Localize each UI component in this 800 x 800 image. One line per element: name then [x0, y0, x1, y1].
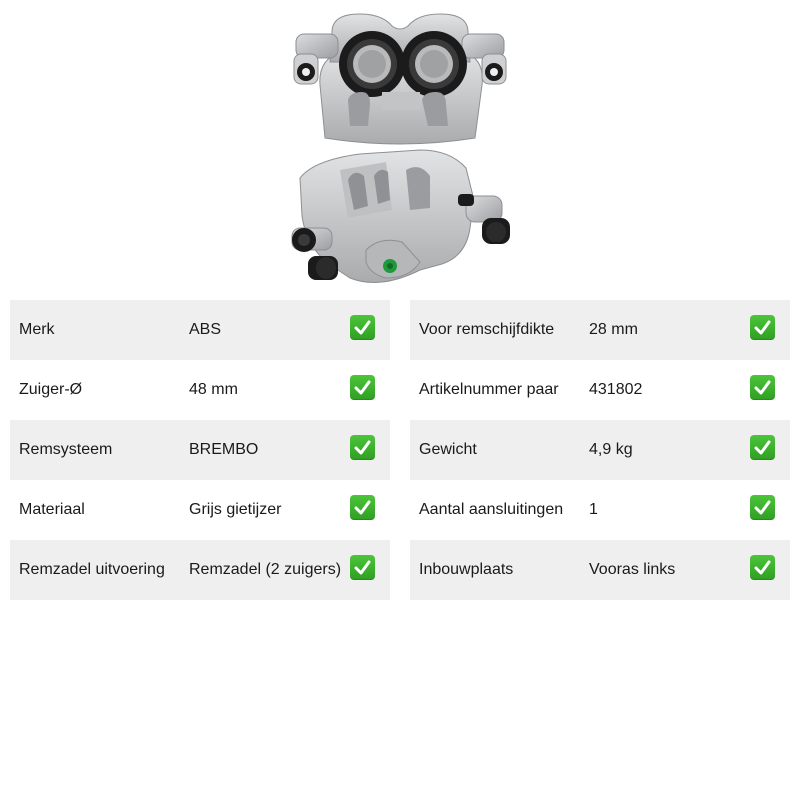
spec-value: Vooras links: [589, 561, 676, 578]
spec-row: [10, 540, 390, 600]
check-icon: [750, 315, 775, 340]
spec-label: Merk: [19, 321, 55, 338]
caliper-side-view: [292, 150, 510, 283]
spec-value: 48 mm: [189, 381, 238, 398]
spec-value: 28 mm: [589, 321, 638, 338]
spec-label: Remzadel uitvoering: [19, 561, 165, 578]
check-icon: [350, 315, 375, 340]
spec-label: Voor remschijfdikte: [419, 321, 555, 338]
check-icon: [750, 375, 775, 400]
spec-label: Aantal aansluitingen: [419, 501, 564, 518]
spec-label: Gewicht: [419, 441, 477, 458]
spec-row: [410, 300, 790, 360]
check-icon: [750, 495, 775, 520]
spec-value: ABS: [189, 321, 222, 338]
spec-label: Materiaal: [19, 501, 85, 518]
check-icon: [350, 555, 375, 580]
spec-label: Artikelnummer paar: [419, 381, 559, 398]
caliper-top-view: [294, 14, 506, 144]
spec-value: 431802: [589, 381, 643, 398]
spec-label: Inbouwplaats: [419, 561, 514, 578]
spec-value: BREMBO: [189, 441, 259, 458]
spec-table-right: [410, 300, 790, 600]
check-icon: [750, 555, 775, 580]
spec-row: [10, 480, 390, 540]
spec-label: Remsysteem: [19, 441, 113, 458]
spec-label: Zuiger-Ø: [19, 381, 83, 398]
spec-row: [10, 420, 390, 480]
spec-row: [410, 360, 790, 420]
check-icon: [750, 435, 775, 460]
brake-caliper-image: [270, 0, 530, 292]
spec-table-left: [10, 300, 390, 600]
spec-value: Remzadel (2 zuigers): [189, 561, 342, 578]
spec-row: [10, 300, 390, 360]
spec-row: [410, 540, 790, 600]
check-icon: [350, 495, 375, 520]
check-icon: [350, 375, 375, 400]
spec-value: Grijs gietijzer: [189, 501, 282, 518]
spec-row: [410, 480, 790, 540]
spec-row: [410, 420, 790, 480]
spec-row: [10, 360, 390, 420]
spec-value: 1: [589, 501, 598, 518]
spec-value: 4,9 kg: [589, 441, 633, 458]
check-icon: [350, 435, 375, 460]
